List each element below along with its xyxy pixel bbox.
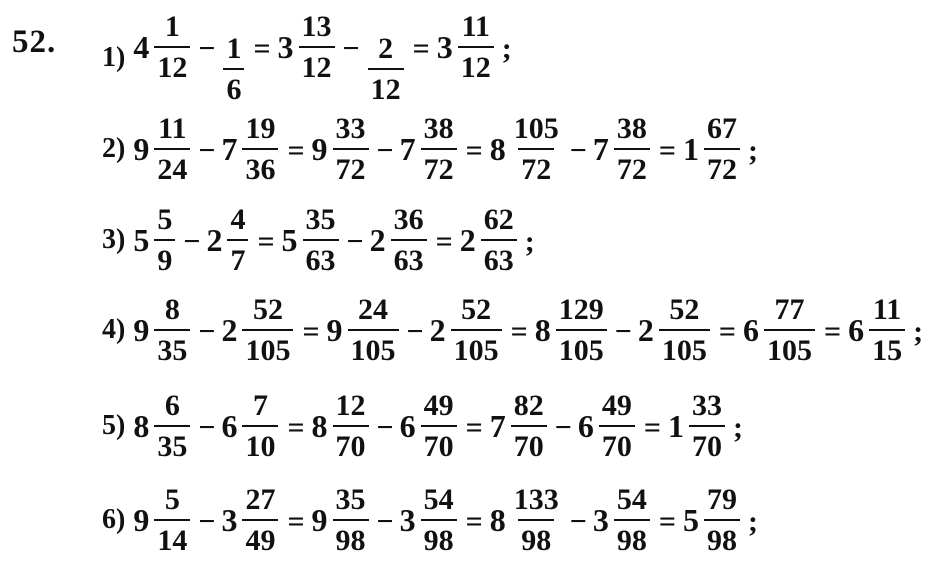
whole-part: 2 [206, 221, 223, 258]
numerator: 49 [601, 388, 632, 422]
row-label: 1) [102, 42, 126, 73]
whole-part: 8 [311, 407, 328, 444]
denominator: 63 [391, 239, 427, 276]
whole-part: 2 [369, 221, 386, 258]
mixed-number [221, 388, 280, 463]
whole-part: 9 [133, 501, 150, 538]
fraction [481, 202, 517, 277]
numerator: 54 [423, 482, 454, 516]
denominator: 105 [451, 329, 502, 366]
denominator: 24 [154, 148, 190, 185]
row-expression [133, 9, 512, 106]
whole-part: 7 [592, 130, 609, 167]
whole-part: 6 [742, 311, 759, 348]
fraction [154, 111, 190, 186]
whole-part: 3 [436, 28, 453, 65]
mixed-number [399, 111, 459, 186]
denominator: 10 [242, 425, 278, 462]
numerator: 62 [483, 202, 514, 236]
fraction [333, 388, 369, 463]
denominator: 72 [518, 148, 554, 185]
fraction [154, 9, 190, 84]
denominator: 105 [348, 329, 399, 366]
whole-part: 9 [311, 130, 328, 167]
equals-sign: = [658, 504, 676, 538]
semicolon: ; [747, 133, 758, 167]
mixed-number [667, 388, 727, 463]
whole-part: 7 [221, 130, 238, 167]
numerator: 19 [245, 111, 276, 145]
minus-sign: − [183, 224, 201, 258]
denominator: 12 [368, 68, 404, 105]
mixed-number [577, 388, 637, 463]
numerator: 35 [335, 482, 366, 516]
denominator: 72 [704, 148, 740, 185]
equals-sign: = [718, 314, 736, 348]
equals-sign: = [465, 133, 483, 167]
numerator: 1 [164, 9, 180, 43]
numerator: 11 [158, 111, 187, 145]
numerator: 82 [513, 388, 544, 422]
whole-part: 9 [133, 130, 150, 167]
denominator: 105 [242, 329, 293, 366]
numerator: 33 [335, 111, 366, 145]
mixed-number [133, 292, 192, 367]
whole-part: 5 [133, 221, 150, 258]
mixed-number [133, 111, 192, 186]
denominator: 98 [333, 519, 369, 556]
numerator: 52 [252, 292, 283, 326]
whole-part: 1 [667, 407, 684, 444]
mixed-number [682, 482, 742, 557]
mixed-number [281, 202, 341, 277]
mixed-number [399, 388, 459, 463]
equals-sign: = [287, 504, 305, 538]
denominator: 14 [154, 519, 190, 556]
denominator: 12 [299, 46, 335, 83]
numerator: 129 [558, 292, 604, 326]
whole-part: 3 [221, 501, 238, 538]
equals-sign: = [465, 504, 483, 538]
fraction [511, 111, 562, 186]
mixed-number [637, 292, 712, 367]
whole-part: 2 [221, 311, 238, 348]
mixed-number [326, 292, 401, 367]
minus-sign: − [198, 504, 216, 538]
fraction [391, 202, 427, 277]
whole-part: 3 [277, 28, 294, 65]
whole-part: 8 [133, 407, 150, 444]
denominator: 98 [704, 519, 740, 556]
numerator: 11 [872, 292, 902, 326]
denominator: 72 [614, 148, 650, 185]
minus-sign: − [346, 224, 364, 258]
numerator: 13 [301, 9, 332, 43]
minus-sign: − [376, 410, 394, 444]
solution-row-2 [102, 107, 758, 191]
numerator: 77 [774, 292, 805, 326]
minus-sign: − [376, 133, 394, 167]
denominator: 7 [227, 239, 248, 276]
denominator: 63 [481, 239, 517, 276]
whole-part: 6 [399, 407, 416, 444]
denominator: 72 [421, 148, 457, 185]
fraction [511, 388, 547, 463]
numerator: 6 [164, 388, 180, 422]
numerator: 35 [305, 202, 336, 236]
semicolon: ; [913, 314, 924, 348]
fraction [227, 202, 248, 277]
minus-sign: − [614, 314, 632, 348]
mixed-number [682, 111, 742, 186]
denominator: 70 [599, 425, 635, 462]
numerator: 24 [358, 292, 389, 326]
whole-part: 2 [637, 311, 654, 348]
mixed-number [489, 482, 564, 557]
minus-sign: − [569, 504, 587, 538]
fraction [333, 111, 369, 186]
equals-sign: = [435, 224, 453, 258]
mixed-number [592, 482, 652, 557]
mixed-number [221, 482, 280, 557]
denominator: 105 [556, 329, 607, 366]
row-expression [133, 292, 924, 367]
numerator: 54 [616, 482, 647, 516]
solution-row-5 [102, 384, 743, 468]
fraction [333, 482, 369, 557]
denominator: 35 [154, 329, 190, 366]
row-label: 5) [102, 410, 126, 441]
solution-row-3 [102, 198, 535, 282]
mixed-number [459, 202, 519, 277]
denominator: 6 [223, 68, 244, 105]
equals-sign: = [287, 410, 305, 444]
whole-part: 5 [682, 501, 699, 538]
denominator: 98 [518, 519, 554, 556]
fraction [421, 482, 457, 557]
row-expression [133, 482, 758, 557]
whole-part: 9 [311, 501, 328, 538]
minus-sign: − [569, 133, 587, 167]
numerator: 49 [423, 388, 454, 422]
numerator: 1 [226, 31, 242, 65]
solution-row-4 [102, 288, 923, 372]
fraction [869, 292, 905, 367]
mixed-number [592, 111, 652, 186]
fraction [659, 292, 710, 367]
denominator: 105 [764, 329, 815, 366]
minus-sign: − [198, 314, 216, 348]
mixed-number [221, 111, 280, 186]
mixed-number [221, 292, 295, 367]
fraction [242, 111, 278, 186]
mixed-number [311, 482, 371, 557]
mixed-number [489, 388, 549, 463]
fraction [614, 482, 650, 557]
fraction [368, 31, 404, 106]
solution-row-6 [102, 478, 758, 562]
row-label: 6) [102, 504, 126, 535]
row-expression [133, 202, 535, 277]
mixed-number [399, 482, 459, 557]
fraction [299, 9, 335, 84]
minus-sign: − [342, 31, 360, 65]
semicolon: ; [747, 504, 758, 538]
mixed-number [133, 482, 192, 557]
mixed-number [133, 9, 192, 84]
whole-part: 8 [489, 130, 506, 167]
denominator: 35 [154, 425, 190, 462]
whole-part: 9 [133, 311, 150, 348]
denominator: 98 [421, 519, 457, 556]
semicolon: ; [524, 224, 535, 258]
equals-sign: = [287, 133, 305, 167]
mixed-number [221, 31, 246, 106]
fraction [556, 292, 607, 367]
denominator: 105 [659, 329, 710, 366]
minus-sign: − [376, 504, 394, 538]
mixed-number [277, 9, 337, 84]
equals-sign: = [465, 410, 483, 444]
whole-part: 8 [534, 311, 551, 348]
denominator: 70 [421, 425, 457, 462]
fraction [599, 388, 635, 463]
row-label: 2) [102, 133, 126, 164]
denominator: 49 [242, 519, 278, 556]
fraction [704, 482, 740, 557]
denominator: 70 [333, 425, 369, 462]
semicolon: ; [732, 410, 743, 444]
numerator: 52 [461, 292, 492, 326]
fraction [242, 292, 293, 367]
mixed-number [742, 292, 817, 367]
numerator: 67 [706, 111, 737, 145]
denominator: 12 [458, 46, 494, 83]
minus-sign: − [554, 410, 572, 444]
fraction [242, 482, 278, 557]
equals-sign: = [643, 410, 661, 444]
whole-part: 6 [221, 407, 238, 444]
fraction [458, 9, 494, 84]
fraction [511, 482, 562, 557]
mixed-number [133, 388, 192, 463]
numerator: 27 [245, 482, 276, 516]
whole-part: 2 [429, 311, 446, 348]
numerator: 38 [423, 111, 454, 145]
whole-part: 6 [848, 311, 865, 348]
numerator: 105 [513, 111, 559, 145]
minus-sign: − [406, 314, 424, 348]
whole-part: 9 [326, 311, 343, 348]
equals-sign: = [658, 133, 676, 167]
mixed-number [489, 111, 564, 186]
fraction [242, 388, 278, 463]
numerator: 36 [393, 202, 424, 236]
equals-sign: = [302, 314, 320, 348]
whole-part: 7 [489, 407, 506, 444]
equals-sign: = [257, 224, 275, 258]
mixed-number [848, 292, 907, 367]
fraction [154, 388, 190, 463]
row-label: 3) [102, 224, 126, 255]
equals-sign: = [510, 314, 528, 348]
fraction [689, 388, 725, 463]
whole-part: 6 [577, 407, 594, 444]
whole-part: 5 [281, 221, 298, 258]
mixed-number [369, 202, 429, 277]
whole-part: 7 [399, 130, 416, 167]
row-expression [133, 111, 758, 186]
mixed-number [534, 292, 609, 367]
numerator: 133 [513, 482, 559, 516]
numerator: 38 [616, 111, 647, 145]
fraction [348, 292, 399, 367]
fraction [764, 292, 815, 367]
denominator: 9 [154, 239, 175, 276]
minus-sign: − [198, 410, 216, 444]
denominator: 70 [689, 425, 725, 462]
numerator: 7 [252, 388, 268, 422]
fraction [154, 482, 190, 557]
numerator: 79 [706, 482, 737, 516]
denominator: 12 [154, 46, 190, 83]
equals-sign: = [412, 31, 430, 65]
mixed-number [133, 202, 177, 277]
equals-sign: = [253, 31, 271, 65]
mixed-number [366, 31, 406, 106]
fraction [303, 202, 339, 277]
numerator: 11 [461, 9, 490, 43]
denominator: 36 [242, 148, 278, 185]
row-label: 4) [102, 314, 126, 345]
numerator: 52 [669, 292, 700, 326]
denominator: 98 [614, 519, 650, 556]
whole-part: 8 [489, 501, 506, 538]
minus-sign: − [198, 133, 216, 167]
fraction [421, 111, 457, 186]
mixed-number [206, 202, 250, 277]
denominator: 15 [869, 329, 905, 366]
minus-sign: − [198, 31, 216, 65]
whole-part: 3 [399, 501, 416, 538]
numerator: 5 [164, 482, 180, 516]
mixed-number [429, 292, 504, 367]
whole-part: 3 [592, 501, 609, 538]
mixed-number [436, 9, 496, 84]
fraction [421, 388, 457, 463]
fraction [223, 31, 244, 106]
numerator: 2 [378, 31, 394, 65]
numerator: 5 [157, 202, 173, 236]
numerator: 12 [335, 388, 366, 422]
mixed-number [311, 111, 371, 186]
numerator: 33 [691, 388, 722, 422]
fraction [451, 292, 502, 367]
solution-row-1 [102, 9, 512, 106]
fraction [614, 111, 650, 186]
whole-part: 2 [459, 221, 476, 258]
problem-number: 52. [12, 24, 57, 60]
equals-sign: = [823, 314, 842, 348]
row-expression [133, 388, 743, 463]
semicolon: ; [501, 31, 512, 65]
denominator: 72 [333, 148, 369, 185]
denominator: 63 [303, 239, 339, 276]
fraction [704, 111, 740, 186]
denominator: 70 [511, 425, 547, 462]
numerator: 4 [230, 202, 246, 236]
fraction [154, 292, 190, 367]
whole-part: 1 [682, 130, 699, 167]
fraction [154, 202, 175, 277]
whole-part: 4 [133, 28, 150, 65]
mixed-number [311, 388, 371, 463]
numerator: 8 [164, 292, 180, 326]
